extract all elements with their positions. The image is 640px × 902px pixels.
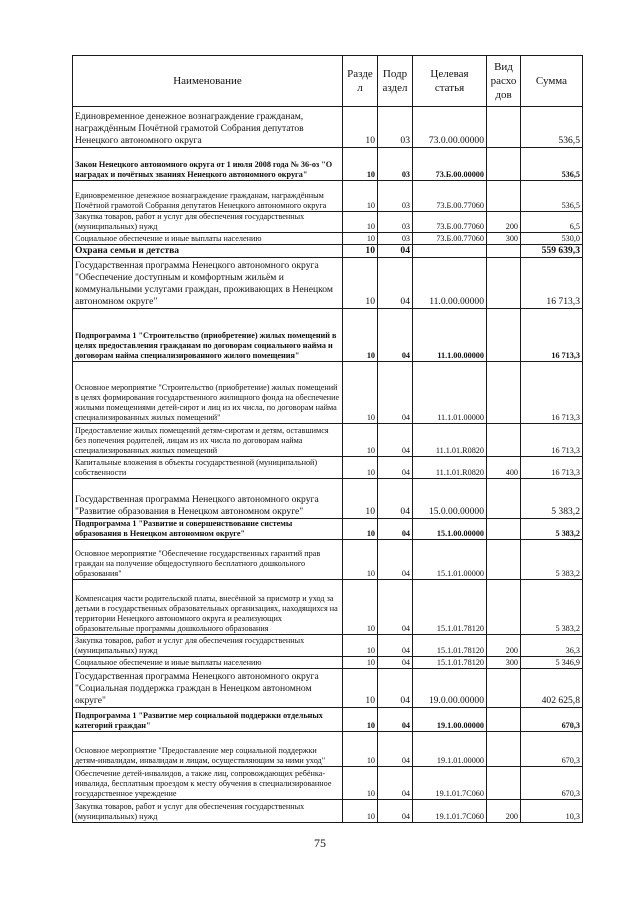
table-row — [73, 107, 583, 148]
row-section-cell: 10 — [343, 540, 378, 580]
row-name-cell: Государственная программа Ненецкого автономного округа "Социальная поддержка граждан в Ненецком автономном округе" — [73, 669, 343, 708]
row-name-cell: Основное мероприятие "Предоставление мер социальной поддержки детям-инвалидам, инвалидам и лицам, осуществляющим за ними уход" — [73, 732, 343, 767]
row-type-cell — [487, 181, 521, 212]
page-number: 75 — [314, 836, 326, 850]
table-row — [73, 148, 583, 181]
row-section-cell: 10 — [343, 732, 378, 767]
row-sum-cell: 5 383,2 — [521, 580, 583, 635]
row-target-cell — [413, 245, 487, 258]
table-row — [73, 708, 583, 732]
row-type-cell: 300 — [487, 657, 521, 669]
row-section-cell: 10 — [343, 479, 378, 519]
budget-table — [72, 55, 583, 823]
row-sum-cell: 530,0 — [521, 233, 583, 245]
table-row — [73, 767, 583, 800]
row-sum-cell: 536,5 — [521, 107, 583, 148]
row-target-cell: 73.Б.00.77060 — [413, 233, 487, 245]
row-sum-cell: 16 713,3 — [521, 457, 583, 479]
row-target-cell: 73.Б.00.00000 — [413, 148, 487, 181]
row-subsection-cell: 04 — [378, 245, 413, 258]
row-section-cell: 10 — [343, 424, 378, 457]
table-row — [73, 309, 583, 362]
table-row — [73, 540, 583, 580]
row-target-cell: 73.Б.00.77060 — [413, 181, 487, 212]
header-subsection — [378, 56, 413, 107]
row-target-cell: 15.1.00.00000 — [413, 519, 487, 540]
row-section-cell: 10 — [343, 635, 378, 657]
row-type-cell: 400 — [487, 457, 521, 479]
row-section-cell: 10 — [343, 245, 378, 258]
row-type-cell — [487, 424, 521, 457]
header-name — [73, 56, 343, 107]
row-sum-cell: 10,3 — [521, 800, 583, 823]
row-target-cell: 15.0.00.00000 — [413, 479, 487, 519]
row-section-cell: 10 — [343, 767, 378, 800]
row-target-cell: 11.1.01.R0820 — [413, 424, 487, 457]
header-section — [343, 56, 378, 107]
budget-table-body — [73, 107, 583, 823]
row-subsection-cell: 04 — [378, 708, 413, 732]
row-type-cell — [487, 767, 521, 800]
row-target-cell: 15.1.01.78120 — [413, 580, 487, 635]
row-sum-cell: 6,5 — [521, 212, 583, 233]
row-type-cell — [487, 148, 521, 181]
row-section-cell: 10 — [343, 519, 378, 540]
row-name-cell: Капитальные вложения в объекты государственной (муниципальной) собственности — [73, 457, 343, 479]
table-row — [73, 732, 583, 767]
row-subsection-cell: 04 — [378, 657, 413, 669]
row-target-cell: 19.0.00.00000 — [413, 669, 487, 708]
row-name-cell: Компенсация части родительской платы, внесённой за присмотр и уход за детьми в государственных образовательных организациях, находящихся на территории Ненецкого автономного округа и реализующих образовательные программы дошкольного образования — [73, 580, 343, 635]
row-name-cell: Подпрограмма 1 "Развитие и совершенствование системы образования в Ненецком автономном округе" — [73, 519, 343, 540]
header-sum — [521, 56, 583, 107]
budget-table-sheet — [72, 55, 582, 823]
row-type-cell — [487, 519, 521, 540]
table-row — [73, 424, 583, 457]
row-type-cell — [487, 258, 521, 309]
row-section-cell: 10 — [343, 258, 378, 309]
row-target-cell: 15.1.01.78120 — [413, 657, 487, 669]
row-name-cell: Подпрограмма 1 "Развитие мер социальной поддержки отдельных категорий граждан" — [73, 708, 343, 732]
row-subsection-cell: 04 — [378, 800, 413, 823]
table-header-row — [73, 56, 583, 107]
row-name-cell: Государственная программа Ненецкого автономного округа "Развитие образования в Ненецком автономном округе" — [73, 479, 343, 519]
header-target — [413, 56, 487, 107]
row-sum-cell: 5 383,2 — [521, 519, 583, 540]
row-section-cell: 10 — [343, 107, 378, 148]
row-type-cell — [487, 732, 521, 767]
row-name-cell: Закупка товаров, работ и услуг для обеспечения государственных (муниципальных) нужд — [73, 212, 343, 233]
header-target-label: Целевая статья — [430, 68, 469, 94]
row-sum-cell: 559 639,3 — [521, 245, 583, 258]
row-subsection-cell: 03 — [378, 148, 413, 181]
row-type-cell: 200 — [487, 800, 521, 823]
table-row — [73, 800, 583, 823]
row-subsection-cell: 04 — [378, 635, 413, 657]
row-name-cell: Охрана семьи и детства — [73, 245, 343, 258]
row-name-cell: Основное мероприятие "Обеспечение государственных гарантий прав граждан на получение общедоступного бесплатного дошкольного образования" — [73, 540, 343, 580]
row-subsection-cell: 03 — [378, 181, 413, 212]
row-subsection-cell: 04 — [378, 457, 413, 479]
row-target-cell: 73.Б.00.77060 — [413, 212, 487, 233]
row-name-cell: Обеспечение детей-инвалидов, а также лиц, сопровождающих ребёнка-инвалида, бесплатным проездом к месту обучения в специализированное государственное учреждение — [73, 767, 343, 800]
table-row — [73, 362, 583, 424]
table-row — [73, 519, 583, 540]
header-sum-label: Сумма — [535, 75, 568, 87]
row-target-cell: 11.1.01.R0820 — [413, 457, 487, 479]
row-target-cell: 19.1.01.7С060 — [413, 800, 487, 823]
row-target-cell: 19.1.01.00000 — [413, 732, 487, 767]
header-subsection-label: Подр аздел — [382, 68, 408, 94]
row-sum-cell: 5 346,9 — [521, 657, 583, 669]
row-sum-cell: 536,5 — [521, 148, 583, 181]
table-row — [73, 245, 583, 258]
row-section-cell: 10 — [343, 708, 378, 732]
row-subsection-cell: 04 — [378, 540, 413, 580]
row-section-cell: 10 — [343, 362, 378, 424]
table-row — [73, 635, 583, 657]
row-subsection-cell: 04 — [378, 580, 413, 635]
row-section-cell: 10 — [343, 233, 378, 245]
row-name-cell: Государственная программа Ненецкого автономного округа "Обеспечение доступным и комфортным жильём и коммунальными услугами граждан, проживающих в Ненецком автономном округе" — [73, 258, 343, 309]
table-row — [73, 479, 583, 519]
row-subsection-cell: 03 — [378, 212, 413, 233]
row-target-cell: 15.1.01.78120 — [413, 635, 487, 657]
row-section-cell: 10 — [343, 457, 378, 479]
row-subsection-cell: 03 — [378, 107, 413, 148]
row-name-cell: Закупка товаров, работ и услуг для обеспечения государственных (муниципальных) нужд — [73, 635, 343, 657]
row-name-cell: Закупка товаров, работ и услуг для обеспечения государственных (муниципальных) нужд — [73, 800, 343, 823]
row-type-cell — [487, 708, 521, 732]
row-target-cell: 15.1.01.00000 — [413, 540, 487, 580]
row-type-cell: 300 — [487, 233, 521, 245]
row-sum-cell: 670,3 — [521, 732, 583, 767]
row-subsection-cell: 03 — [378, 233, 413, 245]
row-section-cell: 10 — [343, 800, 378, 823]
row-section-cell: 10 — [343, 657, 378, 669]
row-sum-cell: 5 383,2 — [521, 540, 583, 580]
row-sum-cell: 670,3 — [521, 708, 583, 732]
row-target-cell: 11.0.00.00000 — [413, 258, 487, 309]
table-row — [73, 258, 583, 309]
row-sum-cell: 670,3 — [521, 767, 583, 800]
header-section-label: Разде л — [347, 68, 373, 94]
header-type — [487, 56, 521, 107]
table-row — [73, 580, 583, 635]
row-sum-cell: 36,3 — [521, 635, 583, 657]
row-target-cell: 19.1.01.7С060 — [413, 767, 487, 800]
row-target-cell: 19.1.00.00000 — [413, 708, 487, 732]
row-section-cell: 10 — [343, 212, 378, 233]
row-sum-cell: 536,5 — [521, 181, 583, 212]
table-row — [73, 181, 583, 212]
row-sum-cell: 16 713,3 — [521, 362, 583, 424]
row-sum-cell: 16 713,3 — [521, 258, 583, 309]
row-sum-cell: 16 713,3 — [521, 424, 583, 457]
row-sum-cell: 5 383,2 — [521, 479, 583, 519]
table-row — [73, 657, 583, 669]
row-section-cell: 10 — [343, 669, 378, 708]
row-section-cell: 10 — [343, 148, 378, 181]
row-section-cell: 10 — [343, 580, 378, 635]
row-name-cell: Подпрограмма 1 "Строительство (приобретение) жилых помещений в целях предоставления гражданам по договорам социального найма и договорам найма специализированного жилого помещения" — [73, 309, 343, 362]
row-type-cell — [487, 107, 521, 148]
table-row — [73, 233, 583, 245]
row-target-cell: 11.1.01.00000 — [413, 362, 487, 424]
row-subsection-cell: 04 — [378, 669, 413, 708]
table-row — [73, 212, 583, 233]
row-subsection-cell: 04 — [378, 424, 413, 457]
row-name-cell: Предоставление жилых помещений детям-сиротам и детям, оставшимся без попечения родителей, лицам из их числа по договорам найма специализированных жилых помещений — [73, 424, 343, 457]
row-name-cell: Закон Ненецкого автономного округа от 1 июля 2008 года № 36-оз "О наградах и почётных званиях Ненецкого автономного округа" — [73, 148, 343, 181]
row-sum-cell: 402 625,8 — [521, 669, 583, 708]
row-subsection-cell: 04 — [378, 309, 413, 362]
header-name-label: Наименование — [173, 75, 242, 87]
row-type-cell — [487, 580, 521, 635]
row-type-cell: 200 — [487, 635, 521, 657]
table-row — [73, 457, 583, 479]
row-type-cell — [487, 309, 521, 362]
header-type-label: Вид расхо дов — [490, 61, 517, 101]
row-sum-cell: 16 713,3 — [521, 309, 583, 362]
row-type-cell — [487, 540, 521, 580]
row-subsection-cell: 04 — [378, 479, 413, 519]
row-name-cell: Единовременное денежное вознаграждение гражданам, награждённым Почётной грамотой Собрания депутатов Ненецкого автономного округа — [73, 107, 343, 148]
row-name-cell: Социальное обеспечение и иные выплаты населению — [73, 233, 343, 245]
row-subsection-cell: 04 — [378, 362, 413, 424]
row-name-cell: Основное мероприятие "Строительство (приобретение) жилых помещений в целях формирования государственного жилищного фонда на обеспечение жилыми помещениями детей-сирот и лиц из их числа, по договорам найма специализированных жилых помещений" — [73, 362, 343, 424]
row-subsection-cell: 04 — [378, 519, 413, 540]
row-type-cell: 200 — [487, 212, 521, 233]
row-name-cell: Социальное обеспечение и иные выплаты населению — [73, 657, 343, 669]
row-section-cell: 10 — [343, 309, 378, 362]
row-type-cell — [487, 362, 521, 424]
row-section-cell: 10 — [343, 181, 378, 212]
row-subsection-cell: 04 — [378, 767, 413, 800]
table-row — [73, 669, 583, 708]
row-subsection-cell: 04 — [378, 732, 413, 767]
row-type-cell — [487, 669, 521, 708]
row-type-cell — [487, 245, 521, 258]
row-target-cell: 73.0.00.00000 — [413, 107, 487, 148]
row-target-cell: 11.1.00.00000 — [413, 309, 487, 362]
row-name-cell: Единовременное денежное вознаграждение гражданам, награждённым Почётной грамотой Собрания депутатов Ненецкого автономного округа — [73, 181, 343, 212]
row-type-cell — [487, 479, 521, 519]
row-subsection-cell: 04 — [378, 258, 413, 309]
